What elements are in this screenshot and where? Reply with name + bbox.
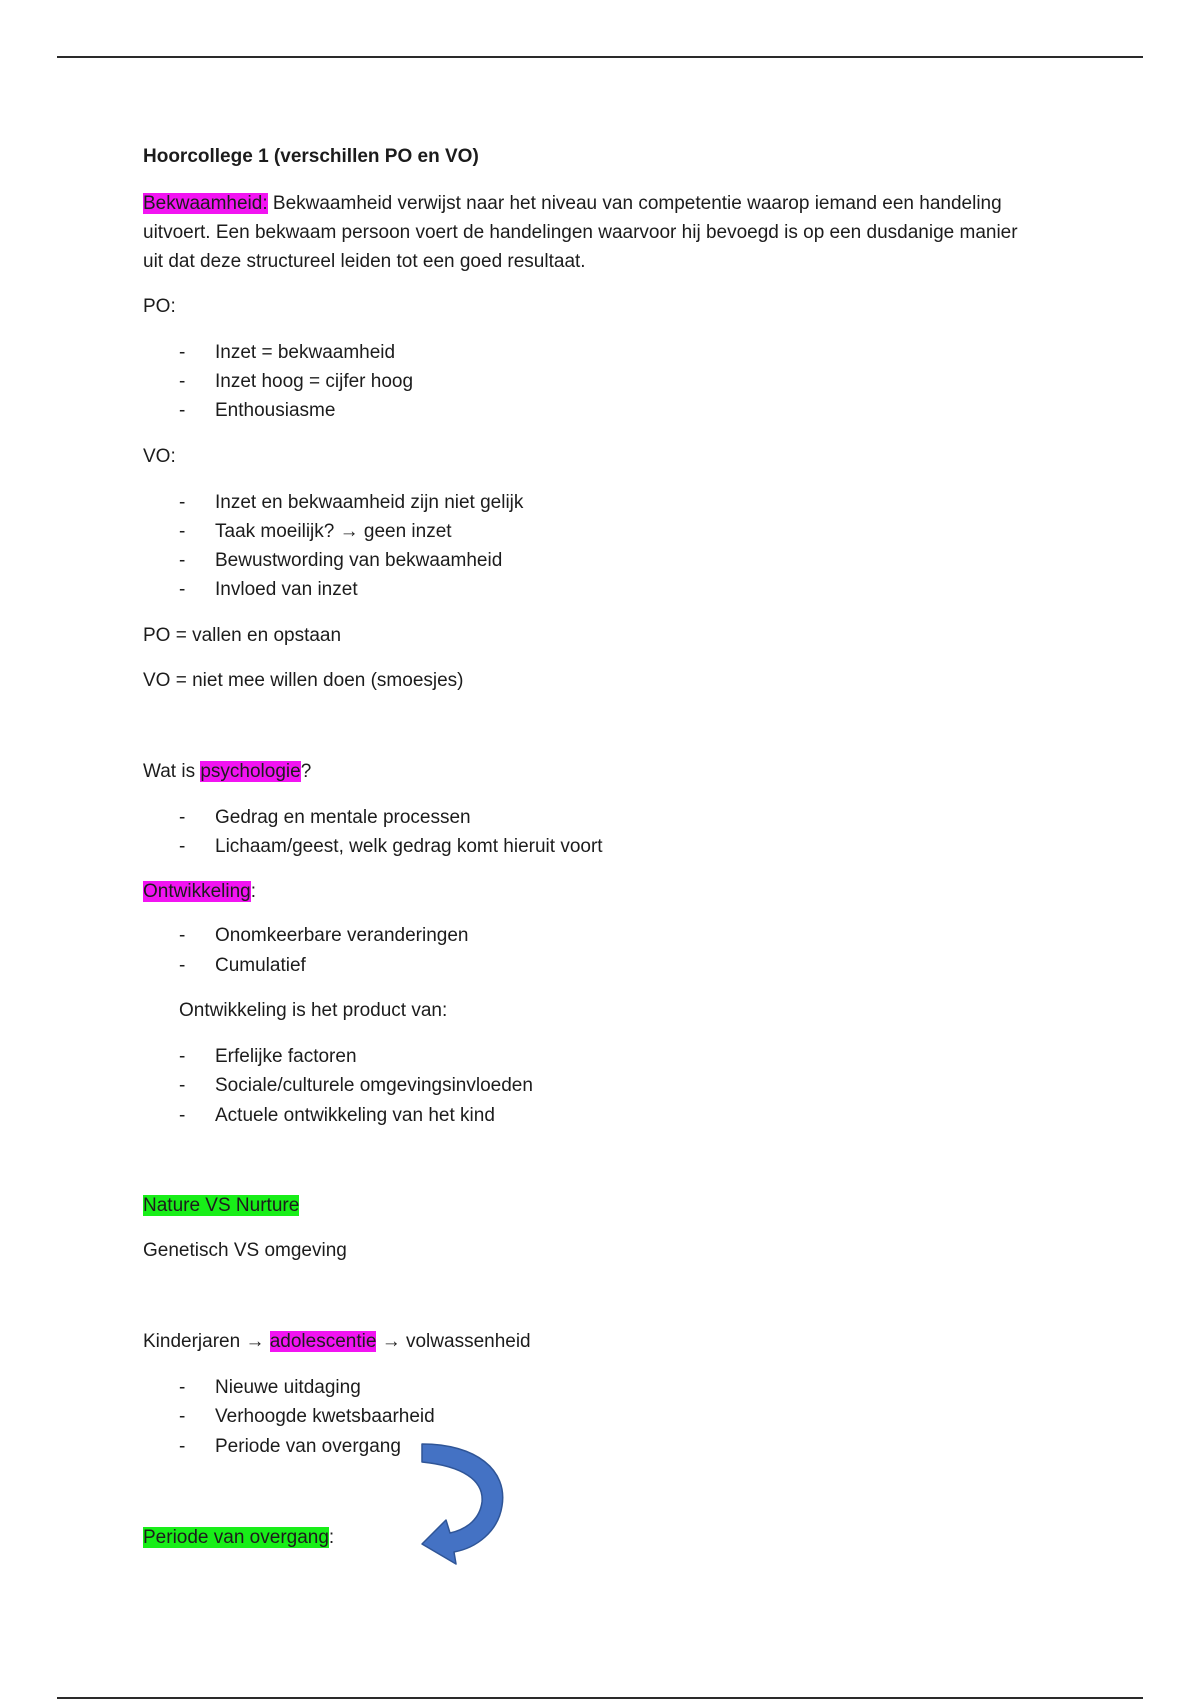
adolescentie-term: adolescentie	[269, 1331, 377, 1352]
bekwaamheid-paragraph	[143, 189, 1023, 276]
list-item: - Bewustwording van bekwaamheid	[179, 550, 503, 571]
psychologie-term: psychologie	[200, 761, 301, 782]
list-item: - Inzet hoog = cijfer hoog	[179, 371, 414, 392]
list-item: - Gedrag en mentale processen	[179, 807, 471, 828]
vo-summary: VO = niet mee willen doen (smoesjes)	[143, 670, 464, 691]
list-item: - Verhoogde kwetsbaarheid	[179, 1406, 435, 1427]
list-item: - Taak moeilijk? → geen inzet	[179, 521, 452, 542]
po-label: PO:	[143, 296, 176, 317]
list-item: - Lichaam/geest, welk gedrag komt hieruit voort	[179, 836, 603, 857]
overgang-heading: Periode van overgang:	[143, 1527, 335, 1548]
list-item: - Inzet en bekwaamheid zijn niet gelijk	[179, 492, 524, 513]
list-item: - Sociale/culturele omgevingsinvloeden	[179, 1075, 533, 1096]
list-item: - Inzet = bekwaamheid	[179, 342, 396, 363]
curved-arrow-icon	[418, 1440, 518, 1570]
page-title: Hoorcollege 1 (verschillen PO en VO)	[143, 146, 479, 167]
list-item: - Invloed van inzet	[179, 579, 358, 600]
header-rule	[57, 56, 1143, 58]
ontwikkeling-term: Ontwikkeling	[143, 881, 251, 902]
list-item: - Enthousiasme	[179, 400, 336, 421]
overgang-term: Periode van overgang	[143, 1527, 329, 1548]
nature-term: Nature VS Nurture	[143, 1195, 300, 1216]
bekwaamheid-term: Bekwaamheid:	[143, 193, 268, 214]
ontwikkeling-heading: Ontwikkeling:	[143, 881, 256, 902]
list-item: - Cumulatief	[179, 955, 306, 976]
list-item: - Erfelijke factoren	[179, 1046, 357, 1067]
ontwikkeling-product-line: Ontwikkeling is het product van:	[179, 1000, 448, 1021]
bekwaamheid-text: Bekwaamheid verwijst naar het niveau van competentie waarop iemand een handeling uitvoert. Een bekwaam persoon voert de handelingen waarvoor hij bevoegd is op een dusdanige manier uit dat deze structureel leiden tot een goed resultaat.	[143, 193, 1018, 272]
po-summary: PO = vallen en opstaan	[143, 625, 342, 646]
list-item: - Periode van overgang	[179, 1436, 401, 1457]
footer-rule	[57, 1697, 1143, 1699]
stages-line: Kinderjaren → adolescentie → volwassenheid	[143, 1331, 531, 1352]
list-item: - Nieuwe uitdaging	[179, 1377, 361, 1398]
vo-label: VO:	[143, 446, 176, 467]
psychologie-question: Wat is psychologie?	[143, 761, 312, 782]
list-item: - Actuele ontwikkeling van het kind	[179, 1105, 495, 1126]
nature-heading	[143, 1191, 299, 1220]
nature-text: Genetisch VS omgeving	[143, 1240, 347, 1261]
list-item: - Onomkeerbare veranderingen	[179, 925, 469, 946]
